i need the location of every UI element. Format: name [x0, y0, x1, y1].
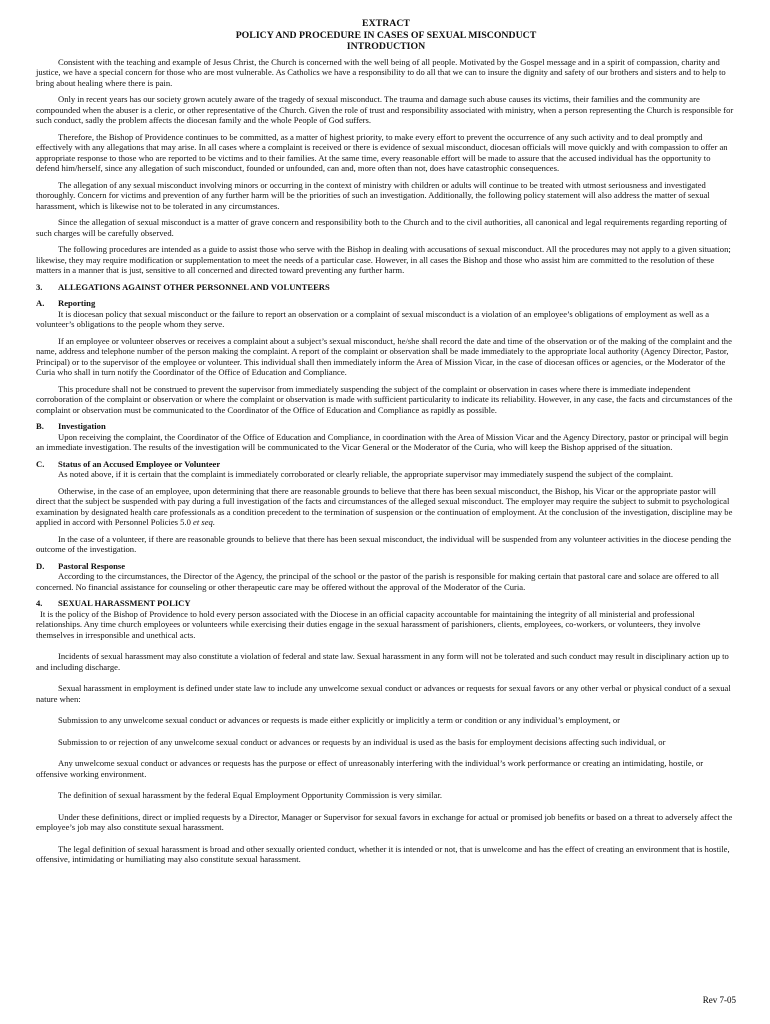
intro-paragraph: Since the allegation of sexual misconduct is a matter of grave concern and responsibility both to the Church and to the civil authorities, all canonical and legal requirements regarding reporting of such charges will be carefully observed. — [36, 217, 727, 238]
body-paragraph: Under these definitions, direct or implied requests by a Director, Manager or Supervisor for sexual favors in exchange for actual or promised job benefits or based on a threat to adversely affect the employee’s job may also constitute sexual harassment. — [36, 811, 733, 832]
body-paragraph: If an employee or volunteer observes or receives a complaint about a subject’s sexual misconduct, he/she shall record the date and time of the observation or of the making of the complaint and the name, address and telephone number of the person making the complaint. A report of the complaint or observation shall be made immediately to the appropriate local authority (Agency Director, Pastor, Principal) or to the supervisor of the employee or volunteer. This individual shall then immediately inform the Area of Mission Vicar, in the case of diocesan offices or agencies, or the Moderator of the Curia who shall in turn notify the Coordinator of the Office of Education and Compliance. — [36, 335, 732, 377]
intro-paragraph: The allegation of any sexual misconduct involving minors or occurring in the context of ministry with children or adults will continue to be treated with utmost seriousness and investigated thoroughly. Concern for victims and prevention of any further harm will be the priorities of such an investigation. Additionally, the following policy statement will also address the matter of sexual harassment, which is likewise not to be tolerated in any circumstances. — [36, 179, 710, 211]
body-paragraph: Sexual harassment in employment is defined under state law to include any unwelcome sexual conduct or advances or requests for sexual favors or any other verbal or physical conduct of a sexual nature when: — [36, 683, 731, 704]
body-paragraph: In the case of a volunteer, if there are reasonable grounds to believe that there has been sexual misconduct, the individual will be suspended from any volunteer activities in the diocese pending the outcome of the investigation. — [36, 533, 732, 554]
body-paragraph: This procedure shall not be construed to prevent the supervisor from immediately suspending the subject of the complaint or observation in cases where there is immediate independent corroboration of the complaint or observation or where the complaint or observation is made with sufficient particularity to indicate its reliability. However, in any case, the facts and circumstances of the complaint or observation must be communicated to the Coordinator of the Office of Education and Compliance as rapidly as possible. — [36, 383, 733, 415]
document-title — [36, 18, 736, 53]
intro-paragraph: Therefore, the Bishop of Providence continues to be committed, as a matter of highest priority, to make every effort to prevent the occurrence of any such activity and to deal promptly and effectively with any allegations that may arise. In all cases where a complaint is received or there is evidence of sexual misconduct, diocesan officials will move quickly and with compassion to offer an appropriate response to those who are reported to be victims and to their families. At the same time, every reasonable effort will be made to assure that the accused individual has the opportunity to defend him/herself, since any allegation of such misconduct, founded or unfounded, can and, more often than not, does have catastrophic consequences. — [36, 131, 728, 173]
body-paragraph: The legal definition of sexual harassment is broad and other sexually oriented conduct, whether it is intended or not, that is unwelcome and has the effect of creating an environment that is hostile, offensive, intimidating or humiliating may also constitute sexual harassment. — [36, 843, 730, 864]
subsection-d-heading — [36, 561, 736, 572]
subsection-c-heading — [36, 459, 736, 470]
section-3-heading — [36, 282, 736, 293]
subsection-title: Investigation — [58, 421, 106, 431]
body-paragraph — [36, 486, 736, 528]
document-page — [36, 18, 736, 865]
body-paragraph: Submission to any unwelcome sexual conduct or advances or requests is made either explicitly or implicitly a term or condition or any individual’s employment, or — [58, 715, 621, 725]
body-paragraph: As noted above, if it is certain that the complaint is immediately corroborated or clearly reliable, the appropriate supervisor may immediately suspend the subject of the complaint. — [58, 469, 673, 479]
intro-paragraph: The following procedures are intended as a guide to assist those who serve with the Bishop in dealing with accusations of sexual misconduct. All the procedures may not apply to a given situation; likewise, they may require modification or supplementation to meet the needs of a particular case. However, in all cases the Bishop and those who assist him are committed to the resolution of these matters in a manner that is just, sensitive to all concerned and directed toward preventing any further harm. — [36, 244, 731, 275]
subsection-title: Status of an Accused Employee or Volunteer — [58, 458, 221, 469]
subsection-title: Pastoral Response — [58, 560, 126, 571]
body-paragraph: It is the policy of the Bishop of Providence to hold every person associated with the Diocese in an official capacity accountable for maintaining the integrity of all ministerial and professional relationships. Any time church employees or volunteers while exercising their duties engage in the sexual harassment of parishioners, clients, employees, co-workers, or volunteers, they involve themselves in irresponsible and unethical acts. — [36, 608, 701, 640]
subsection-letter: D. — [36, 560, 45, 571]
revision-label: Rev 7-05 — [702, 995, 736, 1005]
subsection-letter: A. — [36, 298, 45, 308]
subsection-title: Reporting — [58, 298, 96, 308]
body-paragraph: It is diocesan policy that sexual misconduct or the failure to report an observation or a complaint of sexual misconduct is a violation of an employee’s obligations of employment as well as a volunteer’s obligations to the people whom they serve. — [36, 308, 710, 329]
subsection-letter: B. — [36, 421, 44, 431]
section-title: ALLEGATIONS AGAINST OTHER PERSONNEL AND VOLUNTEERS — [58, 281, 330, 292]
subsection-b-heading — [36, 421, 736, 432]
title-extract: EXTRACT — [362, 18, 410, 29]
section-title: SEXUAL HARASSMENT POLICY — [58, 598, 191, 608]
section-4-heading — [36, 598, 736, 609]
intro-paragraph: Consistent with the teaching and example of Jesus Christ, the Church is concerned with the well being of all people. Motivated by the Gospel message and in a spirit of compassion, charity and justice, we have a special concern for those who are most vulnerable. As Catholics we have a responsibility to do all that we can to insure the dignity and safety of our brothers and sisters and to help to bring about healing where there is pain. — [36, 56, 726, 88]
intro-paragraph: Only in recent years has our society grown acutely aware of the tragedy of sexual misconduct. The trauma and damage such abuse causes its victims, their families and the community are compounded when the abuser is a cleric, or other representative of the Church. Given the role of trust and responsibility associated with ministry, when a person representing the Church is responsible for such conduct, sadly the problem affects the diocesan family and the whole People of God suffers. — [36, 94, 734, 125]
body-paragraph: Any unwelcome sexual conduct or advances or requests has the purpose or effect of unreasonably interfering with the individual’s work performance or creating an intimidating, hostile, or offensive working environment. — [36, 758, 704, 779]
body-text: Otherwise, in the case of an employee, upon determining that there are reasonable grounds to believe that there has been sexual misconduct, the Bishop, his Vicar or the appropriate pastor will direct that the subject be suspended with pay during a full investigation of the facts and circumstances of the alleged sexual misconduct. The employer may require the subject to submit to psychological examination by designated health care professionals as a condition precedent to the termination of suspension or the continuation of employment. At the conclusion of the investigation, discipline may be applied in accord with Personnel Policies 5.0 — [36, 485, 733, 527]
body-paragraph: Upon receiving the complaint, the Coordinator of the Office of Education and Compliance, in coordination with the Area of Mission Vicar and the Agency Directory, pastor or principal will begin an immediate investigation. The results of the investigation will be communicated to the Vicar General or the Moderator of the Curia, who will keep the Bishop apprised of the situation. — [36, 431, 729, 452]
subsection-a-heading — [36, 298, 736, 309]
section-number: 4. — [36, 598, 43, 608]
body-paragraph: Submission to or rejection of any unwelcome sexual conduct or advances or requests by an individual is used as the basis for employment decisions affecting such individual, or — [58, 736, 666, 747]
title-policy: POLICY AND PROCEDURE IN CASES OF SEXUAL MISCONDUCT — [235, 29, 537, 41]
title-introduction: INTRODUCTION — [346, 41, 426, 52]
subsection-letter: C. — [36, 458, 45, 469]
body-paragraph: The definition of sexual harassment by the federal Equal Employment Opportunity Commission is very similar. — [58, 790, 443, 800]
body-paragraph: According to the circumstances, the Director of the Agency, the principal of the school or the pastor of the parish is responsible for making certain that pastoral care and solace are offered to all concerned. No financial assistance for counseling or other therapeutic care may be offered without the approval of the Moderator of the Curia. — [36, 571, 720, 592]
latin-abbreviation: et seq. — [193, 517, 216, 527]
body-paragraph: Incidents of sexual harassment may also constitute a violation of federal and state law. Sexual harassment in any form will not be tolerated and such conduct may result in disciplinary action up to and including discharge. — [36, 651, 729, 672]
section-number: 3. — [36, 281, 43, 292]
